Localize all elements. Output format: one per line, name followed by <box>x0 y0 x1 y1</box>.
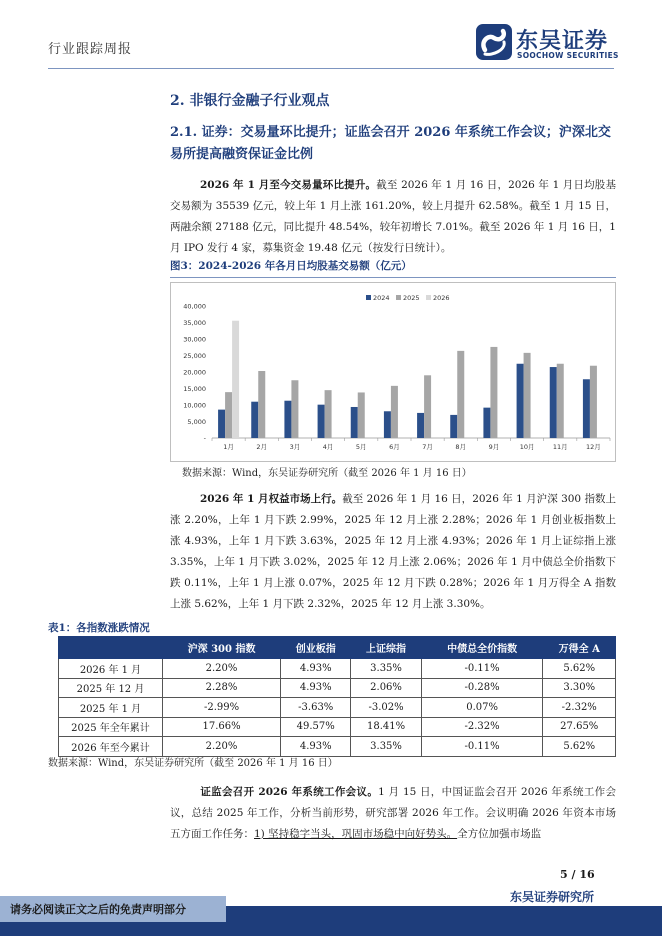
table-cell: 0.07% <box>421 698 543 718</box>
bar-2025-6 <box>391 386 398 438</box>
disclaimer-text: 请务必阅读正文之后的免责声明部分 <box>10 903 186 916</box>
paragraph-body: 截至 2026 年 1 月 16 日，2026 年 1 月日均股基交易额为 35539 亿元，较上年 1 月上涨 161.20%，较上月提升 62.58%。截至 1 月 15 日，两融余额 27188 亿元，同比提升 48.54%，较年初增长 7.01%。截至 2026 年 1 月 16 日，1 月 IPO 发行 4 家，募集资金 19.48 亿元（按发行日统计）。 <box>170 179 616 254</box>
bar-2024-9 <box>483 408 490 438</box>
paragraph-body: 截至 2026 年 1 月 16 日，2026 年 1 月沪深 300 指数上涨 2.20%，上年 1 月下跌 2.99%，2025 年 12 月上涨 2.28%；2026 年 1 月创业板指数上涨 4.93%，上年 1 月下跌 3.63%，2025 年 12 月上涨 4.93%；2026 年 1 月上证综指上涨 3.35%，上年 1 月下跌 3.02%，2025 年 12 月上涨 2.06%；2026 年 1 月中债总全价指数下跌 0.11%，上年 1 月上涨 0.07%，2025 年 12 月下跌 0.28%；2026 年 1 月万得全 A 指数上涨 5.62%，上年 1 月下跌 2.32%，2025 年 12 月上涨 3.30%。 <box>170 493 617 610</box>
paragraph-tail: 全方位加强市场监 <box>457 828 542 840</box>
table-header-cell: 中债总全价指数 <box>421 637 543 659</box>
table-cell: 5.62% <box>543 659 616 679</box>
table-cell: 4.93% <box>281 737 351 757</box>
bar-2024-8 <box>450 415 457 438</box>
table-cell: 2.06% <box>351 678 421 698</box>
bar-2025-11 <box>557 364 564 438</box>
table-title: 表1：各指数涨跌情况 <box>48 622 150 634</box>
table-cell: 2.20% <box>163 659 281 679</box>
table-cell: -2.32% <box>543 698 616 718</box>
bar-2024-4 <box>318 405 325 438</box>
y-tick-label: 15,000 <box>183 385 206 393</box>
x-tick-label: 12月 <box>586 443 601 451</box>
bar-2025-5 <box>358 392 365 438</box>
table-cell: -2.32% <box>421 717 543 737</box>
disclaimer-banner <box>0 896 226 922</box>
y-tick-label: 5,000 <box>187 418 206 426</box>
logo-text-cn: 东吴证券 <box>516 29 609 54</box>
page-number: 5 / 16 <box>560 868 595 881</box>
x-tick-label: 8月 <box>455 443 467 451</box>
table-row <box>59 698 616 718</box>
bar-2025-8 <box>457 351 464 438</box>
table-cell: 3.35% <box>351 659 421 679</box>
legend-swatch-2024 <box>366 295 371 300</box>
table-cell: -0.11% <box>421 659 543 679</box>
table-header-cell: 上证综指 <box>351 637 421 659</box>
figure-title: 图3：2024-2026 年各月日均股基交易额（亿元） <box>170 258 616 278</box>
bar-2024-3 <box>284 401 291 438</box>
y-tick-label: 10,000 <box>183 401 206 410</box>
bar-2025-7 <box>424 375 431 438</box>
bar-2025-9 <box>490 347 497 438</box>
table-cell: 5.62% <box>543 737 616 757</box>
table-cell: 2.28% <box>163 678 281 698</box>
bar-2026-1 <box>232 321 239 438</box>
table-header-row <box>59 637 616 659</box>
table-cell: 2025 年全年累计 <box>59 717 163 737</box>
bar-2025-4 <box>325 390 332 438</box>
table-row <box>59 717 616 737</box>
bar-2024-11 <box>550 367 557 438</box>
bar-2025-1 <box>225 392 232 438</box>
legend-swatch-2026 <box>426 295 431 300</box>
bar-chart <box>170 282 616 462</box>
index-table <box>58 636 616 757</box>
y-tick-label: - <box>203 434 206 443</box>
x-tick-label: 6月 <box>389 443 400 451</box>
table-cell: 2026 年 1 月 <box>59 659 163 679</box>
y-tick-label: 40,000 <box>183 302 206 311</box>
bar-2025-2 <box>258 371 265 438</box>
table-source: 数据来源：Wind，东吴证券研究所（截至 2026 年 1 月 16 日） <box>48 758 338 769</box>
table-cell: 3.35% <box>351 737 421 757</box>
paragraph-equity-market <box>170 489 616 615</box>
table-row <box>59 678 616 698</box>
y-tick-label: 20,000 <box>183 368 206 377</box>
table-cell: 27.65% <box>543 717 616 737</box>
header-divider <box>48 68 614 69</box>
bar-2024-2 <box>251 402 258 438</box>
paragraph-body: 1 月 15 日，中国证监会召开 2026 年系统工作会议，总结 2025 年工作，分析当前形势，研究部署 2026 年工作。会议明确 2026 年资本市场五方面工作任务： <box>170 786 616 840</box>
table-cell: 3.30% <box>543 678 616 698</box>
table-cell: 4.93% <box>281 659 351 679</box>
x-tick-label: 1月 <box>223 443 234 451</box>
table-cell: 2.20% <box>163 737 281 757</box>
paragraph-lead: 2026 年 1 月至今交易量环比提升。 <box>200 179 377 191</box>
x-tick-label: 11月 <box>552 443 568 451</box>
figure-source: 数据来源：Wind，东吴证券研究所（截至 2026 年 1 月 16 日） <box>182 468 472 479</box>
bar-2024-1 <box>218 410 225 438</box>
table-cell: 4.93% <box>281 678 351 698</box>
subsection-heading: 2.1. 证券：交易量环比提升；证监会召开 2026 年系统工作会议；沪深北交易所提高融资保证金比例 <box>170 125 611 162</box>
table-cell: -0.28% <box>421 678 543 698</box>
table-cell: 2026 年至今累计 <box>59 737 163 757</box>
table-cell: -3.63% <box>281 698 351 718</box>
footer-institute: 东吴证券研究所 <box>510 890 595 904</box>
x-tick-label: 2月 <box>256 443 268 451</box>
legend-swatch-2025 <box>396 295 401 300</box>
y-tick-label: 25,000 <box>183 352 206 360</box>
x-tick-label: 5月 <box>355 443 367 451</box>
table-header-cell: 万得全 A <box>543 637 616 659</box>
table-header-cell: 沪深 300 指数 <box>163 637 281 659</box>
table-row <box>59 659 616 679</box>
bar-2024-7 <box>417 413 424 438</box>
soochow-logo-icon <box>476 24 512 60</box>
x-tick-label: 4月 <box>322 443 334 451</box>
bar-2024-5 <box>351 407 358 438</box>
table-cell: -2.99% <box>163 698 281 718</box>
bar-2025-3 <box>291 380 298 438</box>
x-tick-label: 9月 <box>488 443 500 451</box>
table-cell: 17.66% <box>163 717 281 737</box>
paragraph-lead: 2026 年 1 月权益市场上行。 <box>200 493 343 505</box>
table-cell: 49.57% <box>281 717 351 737</box>
legend-label-2026: 2026 <box>433 294 450 302</box>
paragraph-lead: 证监会召开 2026 年系统工作会议。 <box>200 786 379 798</box>
bar-2025-12 <box>590 366 597 438</box>
logo-text-en: SOOCHOW SECURITIES <box>517 51 619 60</box>
report-type: 行业跟踪周报 <box>48 42 133 57</box>
company-logo <box>476 24 626 64</box>
x-tick-label: 10月 <box>519 443 535 451</box>
y-tick-label: 35,000 <box>183 319 206 327</box>
paragraph-trading-volume <box>170 175 616 259</box>
table-cell: -3.02% <box>351 698 421 718</box>
legend-label-2024: 2024 <box>373 294 390 302</box>
x-tick-label: 3月 <box>289 443 301 451</box>
bar-2024-6 <box>384 411 391 438</box>
bar-2024-12 <box>583 379 590 438</box>
legend-label-2025: 2025 <box>403 294 420 302</box>
paragraph-csrc-meeting <box>170 782 616 845</box>
bar-2024-10 <box>517 364 524 438</box>
bar-2025-10 <box>524 353 531 438</box>
paragraph-underlined: 1) 坚持稳字当头，巩固市场稳中向好势头。 <box>254 828 458 840</box>
table-cell: -0.11% <box>421 737 543 757</box>
x-tick-label: 7月 <box>422 443 433 451</box>
table-cell: 2025 年 1 月 <box>59 698 163 718</box>
table-cell: 2025 年 12 月 <box>59 678 163 698</box>
y-tick-label: 30,000 <box>183 335 206 344</box>
section-heading: 2. 非银行金融子行业观点 <box>170 93 330 109</box>
table-header-cell: 创业板指 <box>281 637 351 659</box>
table-header-cell <box>59 637 163 659</box>
table-cell: 18.41% <box>351 717 421 737</box>
